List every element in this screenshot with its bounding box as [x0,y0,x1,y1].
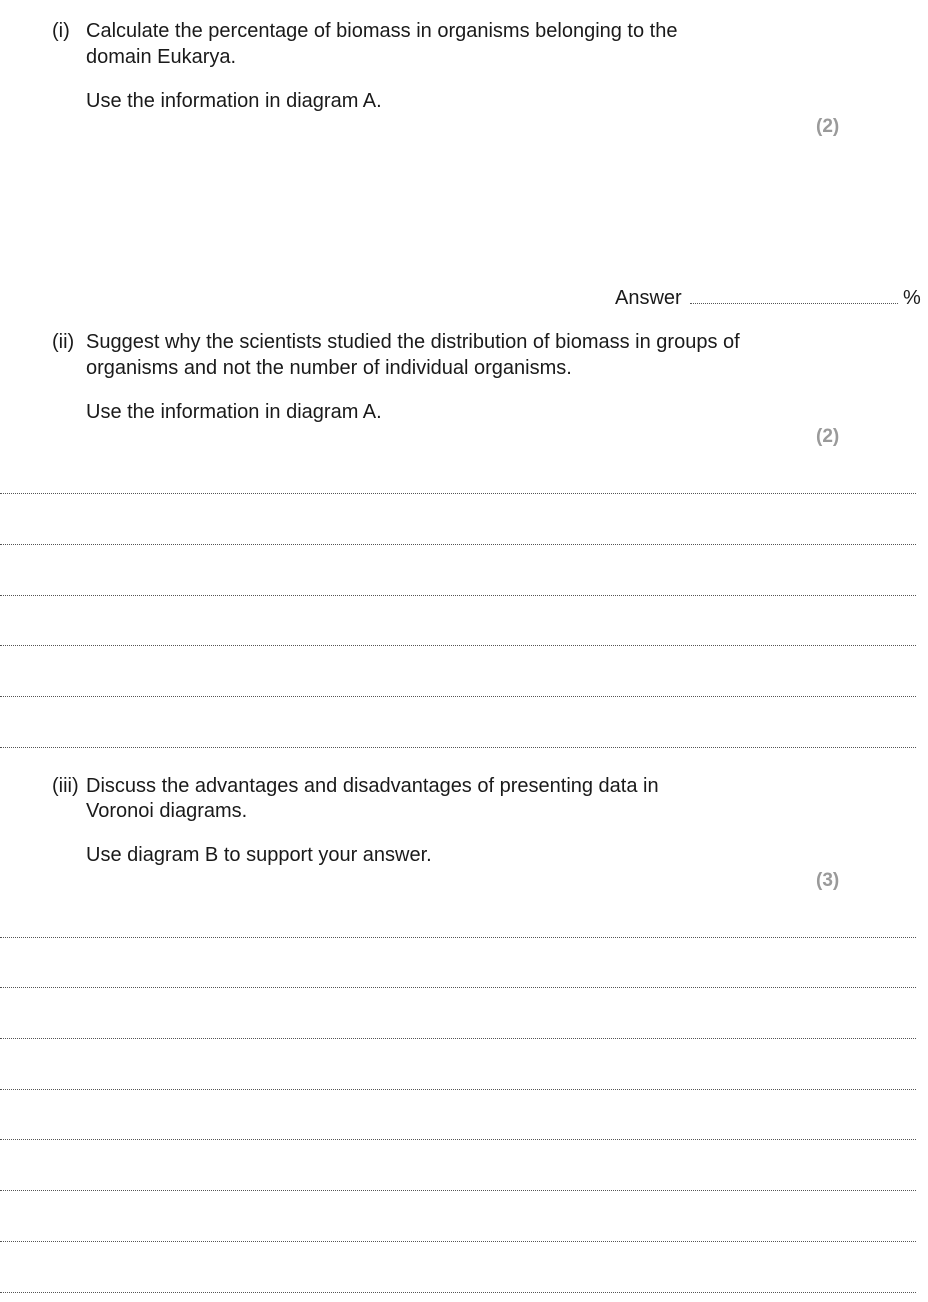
answer-writing-line[interactable] [0,747,916,748]
answer-writing-line[interactable] [0,1292,916,1293]
answer-writing-line[interactable] [0,987,916,988]
marks-label: (3) [816,870,840,891]
answer-writing-line[interactable] [0,595,916,596]
answer-writing-line[interactable] [0,493,916,494]
question-number: (i) [52,20,70,42]
marks-label: (2) [816,426,840,447]
question-text-line: organisms and not the number of individual organisms. [86,357,572,379]
answer-unit: % [903,287,921,309]
question-instruction: Use the information in diagram A. [86,90,382,112]
question-text-line: Voronoi diagrams. [86,800,248,822]
answer-writing-line[interactable] [0,1139,916,1140]
question-text-line: domain Eukarya. [86,46,237,68]
answer-input-line[interactable] [690,303,898,304]
answer-writing-line[interactable] [0,937,916,938]
answer-writing-line[interactable] [0,1241,916,1242]
question-number: (iii) [52,775,79,797]
answer-writing-line[interactable] [0,1190,916,1191]
question-text-line: Discuss the advantages and disadvantages of presenting data in [86,775,659,797]
answer-writing-line[interactable] [0,645,916,646]
answer-writing-line[interactable] [0,1038,916,1039]
answer-writing-line[interactable] [0,696,916,697]
question-text-line: Calculate the percentage of biomass in organisms belonging to the [86,20,678,42]
question-number: (ii) [52,331,75,353]
answer-writing-line[interactable] [0,1089,916,1090]
answer-label: Answer [615,287,682,309]
question-text-line: Suggest why the scientists studied the distribution of biomass in groups of [86,331,740,353]
question-instruction: Use the information in diagram A. [86,401,382,423]
answer-writing-line[interactable] [0,544,916,545]
question-instruction: Use diagram B to support your answer. [86,844,432,866]
marks-label: (2) [816,116,840,137]
